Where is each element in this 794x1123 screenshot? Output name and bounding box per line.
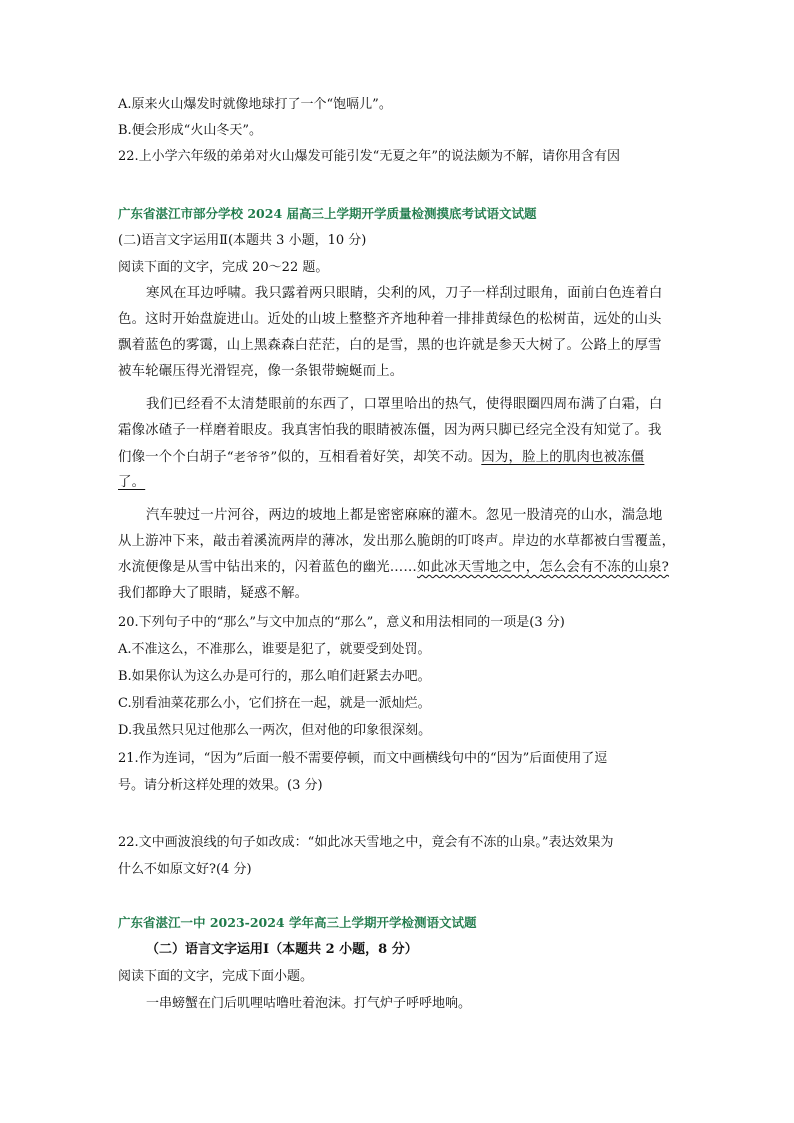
wavy-underlined-sentence: 如此冰天雪地之中，怎么会有不冻的山泉? [417, 560, 670, 575]
passage-p1-line2: 色。这时开始盘旋进山。近处的山坡上整整齐齐地种着一排排黄绿色的松树苗，远处的山头 [118, 312, 662, 327]
passage-p1-line3: 飘着蓝色的雾霭，山上黑森森白茫茫，白的是雪，黑的也许就是参天大树了。公路上的厚雪 [118, 338, 662, 353]
passage-p2-line3 [118, 448, 644, 467]
passage-p2-line4 [118, 474, 145, 492]
passage-p2-line1: 我们已经看不太清楚眼前的东西了，口罩里哈出的热气，使得眼圈四周布满了白霜，白 [146, 397, 663, 412]
text-fragment: ”似的，互相看着好笑，却笑不动。 [270, 450, 482, 465]
question-20-option-d: D.我虽然只见过他那么一两次，但对他的印象很深刻。 [118, 723, 432, 738]
passage-p3-line4: 我们都睁大了眼睛，疑惑不解。 [118, 586, 309, 601]
text-fragment: 水流便像是从雪中钻出来的，闪着蓝色的幽光…… [118, 560, 417, 575]
passage-p3-line1: 汽车驶过一片河谷，两边的坡地上都是密密麻麻的灌木。忽见一股清亮的山水，湍急地 [146, 508, 663, 523]
option-a: A.原来火山爆发时就像地球打了一个“饱嗝儿”。 [118, 97, 392, 112]
section2-heading: 广东省湛江一中 2023-2024 学年高三上学期开学检测语文试题 [118, 915, 477, 930]
option-b: B.便会形成“火山冬天”。 [118, 123, 262, 138]
text-fragment: 们像一个个白胡子“ [118, 450, 234, 465]
question-22-line1: 22.文中画波浪线的句子如改成：“如此冰天雪地之中，竟会有不冻的山泉。”表达效果为 [118, 835, 614, 850]
passage-p1-line1: 寒风在耳边呼啸。我只露着两只眼睛，尖利的风，刀子一样刮过眼角，面前白色连着白 [146, 286, 663, 301]
section-heading: 广东省湛江市部分学校 2024 届高三上学期开学质量检测摸底考试语文试题 [118, 206, 537, 221]
underlined-sentence: 因为，脸上的肌肉也被冻僵 [481, 450, 645, 465]
quoted-term: 老爷爷 [233, 450, 271, 464]
underlined-sentence-end: 了。 [118, 475, 146, 490]
question-20-option-c: C.别看油菜花那么小，它们挤在一起，就是一派灿烂。 [118, 696, 431, 711]
question-20-option-b: B.如果你认为这么办是可行的，那么咱们赶紧去办吧。 [118, 669, 431, 684]
question-21-line2: 号。请分析这样处理的效果。(3 分) [118, 778, 323, 793]
question-21-line1: 21.作为连词，“因为”后面一般不需要停顿，而文中画横线句中的“因为”后面使用了逗 [118, 751, 608, 766]
section2-subheading: （二）语言文字运用Ⅰ（本题共 2 小题，8 分） [146, 942, 418, 957]
reading-instruction: 阅读下面的文字，完成 20～22 题。 [118, 260, 329, 275]
question-22-top: 22.上小学六年级的弟弟对火山爆发可能引发“无夏之年”的说法颇为不解，请你用含有因 [118, 149, 620, 164]
passage-p1-line4: 被车轮碾压得光滑锃亮，像一条银带蜿蜒而上。 [118, 364, 404, 379]
passage-p2-line2: 霜像冰碴子一样磨着眼皮。我真害怕我的眼睛被冻僵，因为两只脚已经完全没有知觉了。我 [118, 423, 662, 438]
question-22-line2: 什么不如原文好?(4 分) [118, 862, 252, 877]
section-subheading: (二)语言文字运用Ⅱ(本题共 3 小题，10 分) [118, 233, 367, 248]
section2-instruction: 阅读下面的文字，完成下面小题。 [118, 969, 314, 984]
passage-p3-line2: 从上游冲下来，敲击着溪流两岸的薄冰，发出那么脆朗的叮咚声。岸边的水草都被白雪覆盖， [118, 534, 676, 549]
question-20: 20.下列句子中的“那么”与文中加点的“那么”，意义和用法相同的一项是(3 分) [118, 615, 565, 630]
question-20-option-a: A.不准这么，不准那么，谁要是犯了，就要受到处罚。 [118, 642, 431, 657]
section2-passage-line1: 一串螃蟹在门后叽哩咕噜吐着泡沫。打气炉子呼呼地响。 [146, 996, 472, 1011]
passage-p3-line3 [118, 559, 669, 577]
